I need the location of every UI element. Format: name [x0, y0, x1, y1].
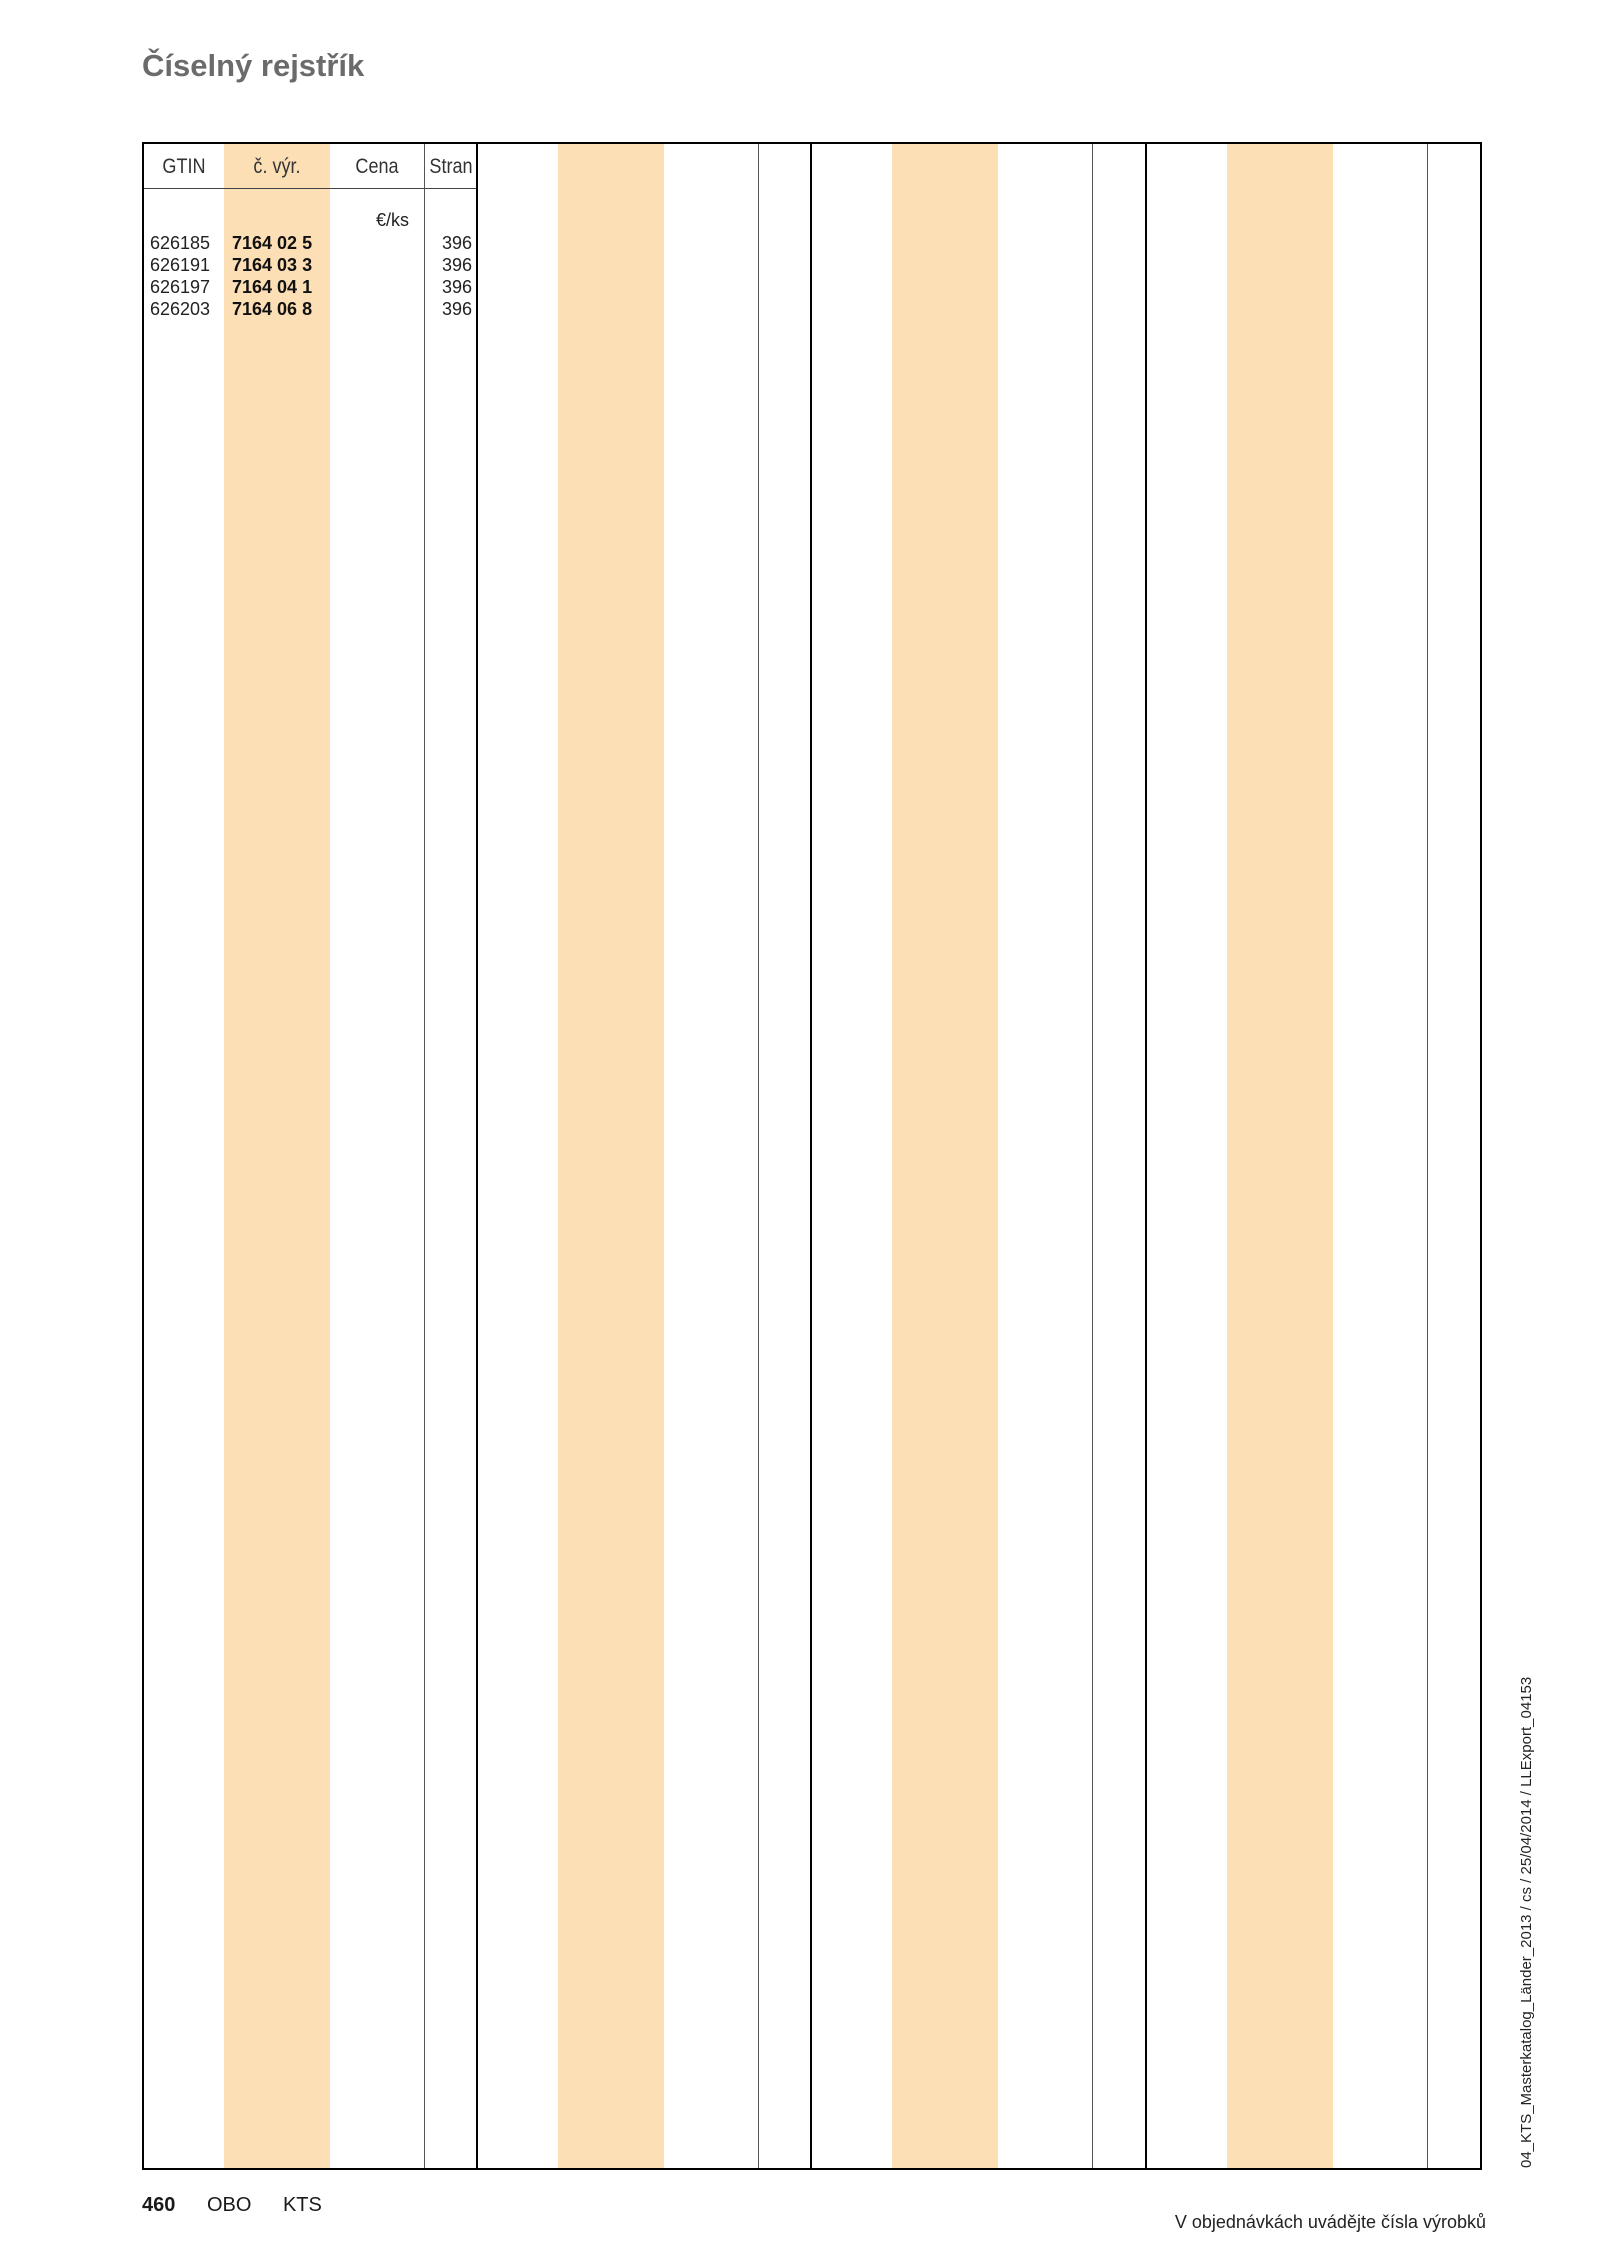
- page-number: 460: [142, 2194, 176, 2216]
- header-page: Stran: [429, 155, 473, 178]
- price-unit: €/ks: [376, 210, 410, 230]
- table-row: [144, 298, 476, 320]
- page-cell: 396: [441, 277, 472, 297]
- article-column-bg: [558, 144, 664, 2168]
- header-divider: [144, 188, 476, 189]
- table-row: [144, 232, 476, 254]
- article-column-bg: [224, 144, 330, 2168]
- article-number-cell: 7164 02 5: [232, 233, 313, 253]
- side-note: 04_KTS_Masterkatalog_Länder_2013 / cs / 25/04/2014 / LLExport_04153: [1518, 1676, 1535, 2168]
- column-divider: [1092, 144, 1093, 2168]
- article-number-cell: 7164 06 8: [232, 299, 313, 319]
- index-table: [142, 142, 1482, 2170]
- section-name: KTS: [282, 2194, 322, 2216]
- header-price: Cena: [355, 155, 399, 178]
- article-column-bg: [892, 144, 998, 2168]
- header-gtin: GTIN: [162, 155, 206, 178]
- gtin-cell: 626185: [150, 233, 211, 253]
- column-divider: [758, 144, 759, 2168]
- index-block-2: [478, 142, 812, 2170]
- page-cell: 396: [441, 233, 472, 253]
- index-block-4: [1147, 142, 1482, 2170]
- brand-name: OBO: [206, 2194, 252, 2216]
- page-cell: 396: [441, 255, 472, 275]
- table-row: [144, 276, 476, 298]
- index-block-1: [142, 142, 478, 2170]
- column-divider: [1427, 144, 1428, 2168]
- article-column-bg: [1227, 144, 1333, 2168]
- article-number-cell: 7164 03 3: [232, 255, 313, 275]
- page-title: Číselný rejstřík: [142, 48, 365, 83]
- page-cell: 396: [441, 299, 472, 319]
- gtin-cell: 626197: [150, 277, 211, 297]
- header-article: č. výr.: [253, 155, 301, 178]
- gtin-cell: 626191: [150, 255, 211, 275]
- footer-note: V objednávkách uvádějte čísla výrobků: [1174, 2212, 1486, 2232]
- table-row: [144, 254, 476, 276]
- column-divider: [424, 144, 425, 2168]
- article-number-cell: 7164 04 1: [232, 277, 313, 297]
- footer-left: [142, 2194, 322, 2217]
- gtin-cell: 626203: [150, 299, 211, 319]
- index-block-3: [812, 142, 1147, 2170]
